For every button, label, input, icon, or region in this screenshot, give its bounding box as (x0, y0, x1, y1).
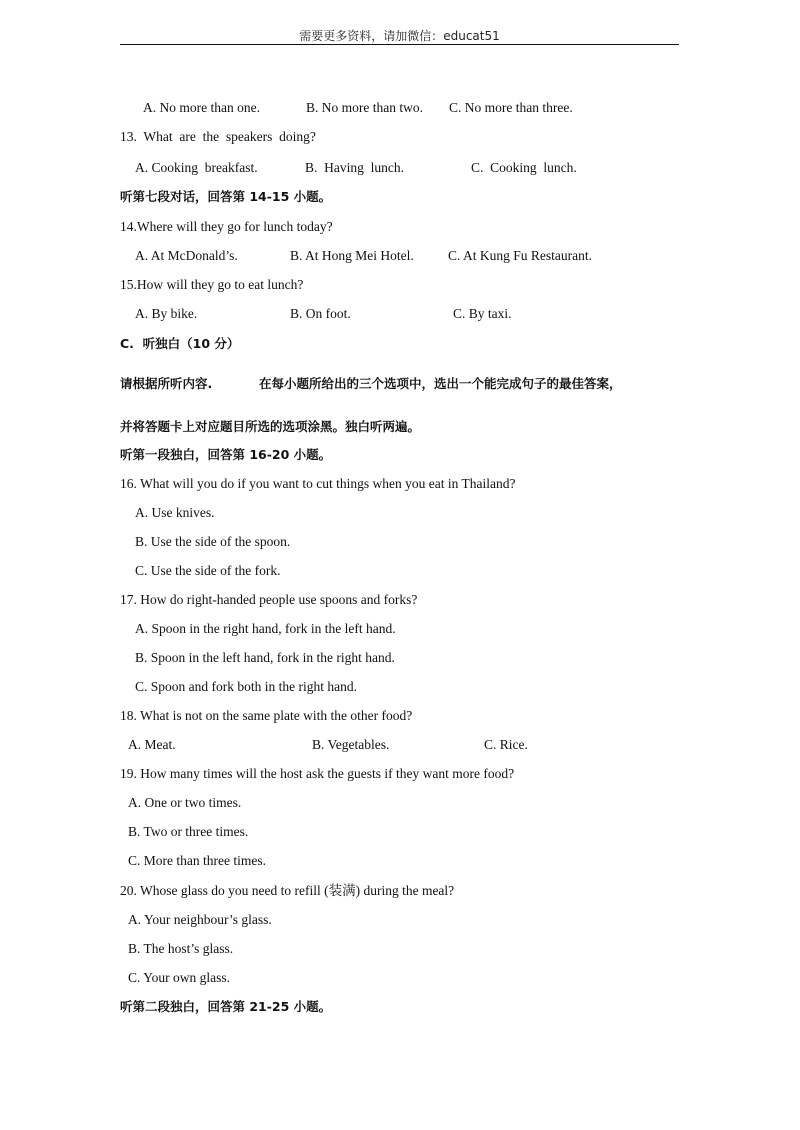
q13-option-c: C. Cooking lunch. (471, 160, 577, 175)
q17-option-c: C. Spoon and fork both in the right hand. (135, 679, 357, 694)
q16-option-a: A. Use knives. (135, 505, 215, 520)
monologue-1-heading: 听第一段独白，回答第 16-20 小题。 (120, 447, 332, 462)
q14-option-c: C. At Kung Fu Restaurant. (448, 248, 592, 263)
q13-option-b: B. Having lunch. (305, 160, 404, 175)
q17-option-a: A. Spoon in the right hand, fork in the left hand. (135, 621, 396, 636)
header-divider (120, 44, 679, 45)
q16-option-b: B. Use the side of the spoon. (135, 534, 291, 549)
q14-question: 14.Where will they go for lunch today? (120, 219, 333, 234)
q13-question: 13. What are the speakers doing? (120, 129, 316, 144)
instruction-line-1a: 请根据所听内容. (120, 376, 213, 391)
q15-option-b: B. On foot. (290, 306, 351, 321)
q19-option-a: A. One or two times. (128, 795, 242, 810)
q16-question: 16. What will you do if you want to cut things when you eat in Thailand? (120, 476, 516, 491)
instruction-line-2: 并将答题卡上对应题目所选的选项涂黑。独白听两遍。 (120, 419, 421, 434)
q18-option-c: C. Rice. (484, 737, 528, 752)
q14-option-a: A. At McDonald’s. (135, 248, 238, 263)
q20-question: 20. Whose glass do you need to refill (装满) during the meal? (120, 883, 455, 898)
q15-question: 15.How will they go to eat lunch? (120, 277, 304, 292)
q14-option-b: B. At Hong Mei Hotel. (290, 248, 414, 263)
q19-option-b: B. Two or three times. (128, 824, 249, 839)
q17-option-b: B. Spoon in the left hand, fork in the right hand. (135, 650, 395, 665)
q20-option-b: B. The host’s glass. (128, 941, 234, 956)
q16-option-c: C. Use the side of the fork. (135, 563, 281, 578)
q15-option-c: C. By taxi. (453, 306, 512, 321)
part-c-title: C. 听独白（10 分） (120, 336, 240, 351)
q13-option-a: A. Cooking breakfast. (135, 160, 258, 175)
q12-option-b: B. No more than two. (306, 100, 423, 115)
q19-question: 19. How many times will the host ask the guests if they want more food? (120, 766, 515, 781)
q12-option-a: A. No more than one. (143, 100, 260, 115)
section-7-heading: 听第七段对话，回答第 14-15 小题。 (120, 189, 332, 204)
q19-option-c: C. More than three times. (128, 853, 266, 868)
q12-option-c: C. No more than three. (449, 100, 573, 115)
monologue-2-heading: 听第二段独白，回答第 21-25 小题。 (120, 999, 332, 1014)
q15-option-a: A. By bike. (135, 306, 198, 321)
q20-option-c: C. Your own glass. (128, 970, 231, 985)
q17-question: 17. How do right-handed people use spoons and forks? (120, 592, 418, 607)
page-header: 需要更多资料，请加微信：educat51 (299, 29, 500, 43)
q18-option-b: B. Vegetables. (312, 737, 390, 752)
q20-option-a: A. Your neighbour’s glass. (128, 912, 272, 927)
q18-option-a: A. Meat. (128, 737, 176, 752)
instruction-line-1b: 在每小题所给出的三个选项中，选出一个能完成句子的最佳答案， (259, 376, 622, 391)
q18-question: 18. What is not on the same plate with the other food? (120, 708, 413, 723)
